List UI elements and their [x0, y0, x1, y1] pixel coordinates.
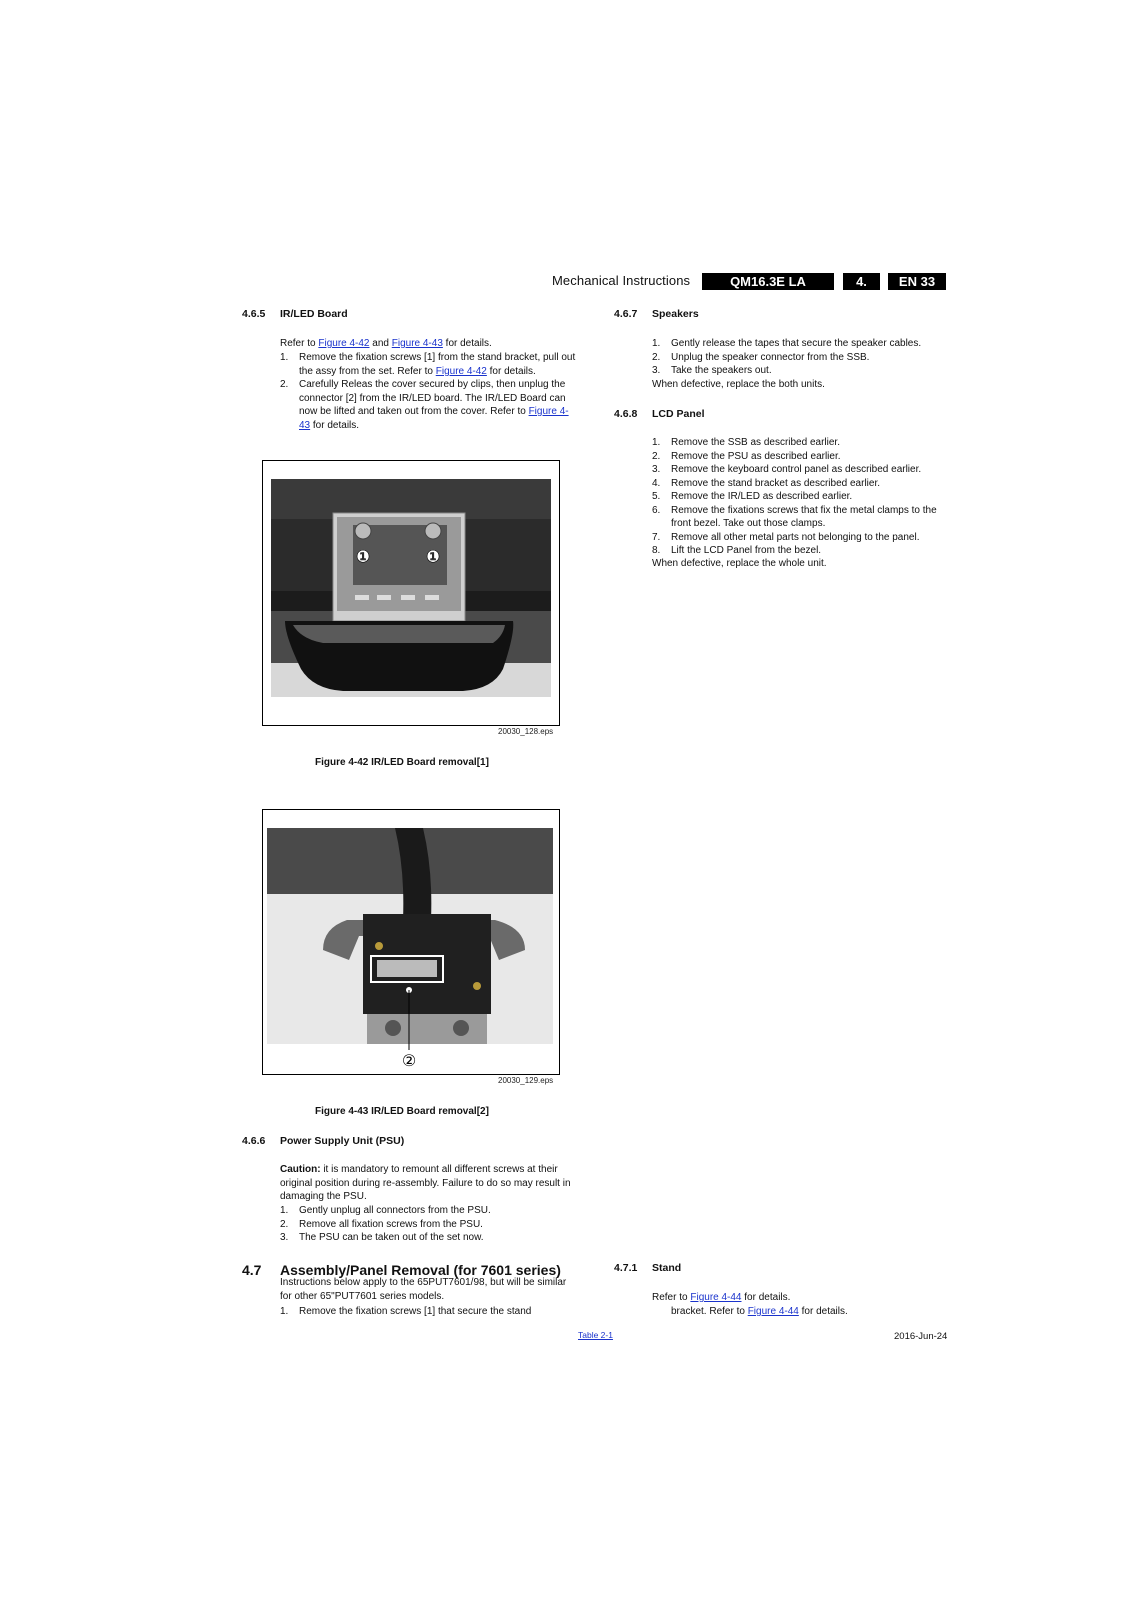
step-text: Remove the PSU as described earlier. [671, 450, 841, 462]
step-text: Remove all other metal parts not belonging to the panel. [671, 531, 920, 543]
footer-date: 2016-Jun-24 [894, 1331, 948, 1342]
stand-intro [652, 1291, 790, 1305]
figure-4-43-frame [262, 809, 560, 1075]
step-number: 7. [652, 531, 661, 543]
figure-4-44-link[interactable]: Figure 4-44 [690, 1292, 742, 1303]
step-text: Remove the SSB as described earlier. [671, 437, 840, 448]
list-item [652, 531, 952, 545]
speakers-note: When defective, replace the both units. [652, 379, 825, 390]
ir-led-steps [280, 351, 578, 432]
caution-label: Caution: [280, 1164, 321, 1175]
step-number: 5. [652, 491, 661, 502]
section-number-4-7-1: 4.7.1 [614, 1262, 638, 1274]
step-number: 2. [280, 379, 289, 390]
continuation-text: for details. [798, 1306, 848, 1317]
figure-4-43-caption: Figure 4-43 IR/LED Board removal[2] [315, 1106, 489, 1117]
list-item [280, 1305, 578, 1319]
step-text: Take the speakers out. [671, 365, 772, 376]
list-item [652, 364, 952, 378]
step-number: 2. [280, 1218, 289, 1230]
step-text: for details. [310, 419, 360, 431]
step-number: 1. [652, 338, 661, 349]
step-text: for details. [486, 365, 536, 377]
continuation-text: bracket. Refer to [671, 1306, 748, 1317]
figure-4-42-link[interactable]: Figure 4-42 [318, 338, 370, 349]
figure-4-44-link[interactable]: Figure 4-44 [747, 1306, 799, 1317]
figure-4-43-eps-label: 20030_129.eps [498, 1076, 554, 1085]
step-text: Remove the fixation screws [1] from the stand bracket, pull out the assy from the set. Refer to [299, 352, 576, 377]
step-number: 6. [652, 504, 661, 516]
list-item [280, 351, 578, 378]
list-item [652, 504, 952, 531]
section-title-stand: Stand [652, 1262, 682, 1274]
callout-2: ② [401, 1051, 417, 1070]
list-item [652, 351, 952, 365]
section-title-assembly-panel-removal: Assembly/Panel Removal (for 7601 series) [280, 1262, 561, 1278]
psu-caution [280, 1163, 580, 1204]
step-number: 2. [652, 450, 661, 462]
ir-led-board-photo-1 [263, 461, 559, 725]
step-text: Remove the fixation screws [1] that secure the stand [299, 1306, 532, 1317]
assembly-intro: Instructions below apply to the 65PUT7601/98, but will be similar for other 65"PUT7601 series models. [280, 1277, 567, 1302]
step-number: 2. [652, 351, 661, 363]
stand-continuation [671, 1305, 848, 1319]
list-item [652, 477, 952, 491]
step-text: Remove the keyboard control panel as described earlier. [671, 464, 922, 475]
list-item [652, 490, 952, 504]
section-number-4-6-5: 4.6.5 [242, 308, 266, 320]
step-number: 1. [280, 352, 289, 363]
step-text: The PSU can be taken out of the set now. [299, 1232, 484, 1243]
figure-4-43-link[interactable]: Figure 4-43 [391, 338, 443, 349]
list-item [652, 544, 952, 558]
callout-1-left: ❶ [355, 547, 371, 566]
ir-led-board-photo-2 [263, 810, 559, 1074]
step-text: Gently release the tapes that secure the speaker cables. [671, 338, 922, 349]
section-number-4-6-6: 4.6.6 [242, 1135, 266, 1147]
ir-led-intro [280, 337, 580, 351]
header-page-badge: EN 33 [888, 273, 946, 290]
list-item [652, 337, 952, 351]
list-item [280, 1231, 578, 1245]
lcd-panel-note: When defective, replace the whole unit. [652, 558, 827, 569]
figure-4-42-caption: Figure 4-42 IR/LED Board removal[1] [315, 757, 489, 768]
section-number-4-6-8: 4.6.8 [614, 408, 638, 420]
intro-text: for details. [442, 338, 492, 349]
list-item [652, 436, 952, 450]
step-text: Gently unplug all connectors from the PSU. [299, 1205, 491, 1216]
intro-text: and [369, 338, 392, 349]
step-number: 3. [652, 365, 661, 376]
figure-4-43-link[interactable]: Figure 4-43 [299, 406, 569, 431]
list-item [280, 378, 578, 432]
table-2-1-link[interactable]: Table 2-1 [578, 1330, 613, 1340]
callout-1-right: ❶ [425, 547, 441, 566]
section-number-4-7: 4.7 [242, 1262, 262, 1278]
intro-text: Refer to [280, 338, 319, 349]
section-title-lcd-panel: LCD Panel [652, 408, 705, 420]
step-number: 1. [652, 437, 661, 448]
step-text: Remove all fixation screws from the PSU. [299, 1218, 483, 1230]
caution-text: it is mandatory to remount all different screws at their original position during re-assembly. Failure to do so may result in damaging the PSU. [280, 1164, 571, 1202]
section-title-ir-led: IR/LED Board [280, 308, 348, 320]
figure-4-42-link[interactable]: Figure 4-42 [435, 365, 487, 377]
speakers-steps [652, 337, 952, 378]
step-text: Lift the LCD Panel from the bezel. [671, 545, 822, 556]
section-title-psu: Power Supply Unit (PSU) [280, 1135, 405, 1147]
intro-text: Refer to [652, 1292, 691, 1303]
header-chapter-badge: 4. [843, 273, 880, 290]
step-number: 1. [280, 1205, 289, 1216]
section-number-4-6-7: 4.6.7 [614, 308, 638, 320]
list-item [652, 463, 952, 477]
step-text: Remove the IR/LED as described earlier. [671, 491, 853, 502]
step-text: Remove the fixations screws that fix the metal clamps to the front bezel. Take out those clamps. [671, 504, 937, 529]
step-number: 3. [652, 464, 661, 475]
section-title-speakers: Speakers [652, 308, 699, 320]
step-text: Carefully Releas the cover secured by clips, then unplug the connector [2] from the IR/LED board. The IR/LED Board can now be lifted and taken out from the cover. Refer to [299, 379, 566, 417]
step-number: 8. [652, 545, 661, 556]
list-item [280, 1204, 578, 1218]
step-number: 3. [280, 1232, 289, 1243]
step-number: 4. [652, 477, 661, 489]
assembly-steps [280, 1305, 578, 1319]
lcd-panel-steps [652, 436, 952, 558]
list-item [652, 450, 952, 464]
header-model-badge: QM16.3E LA [702, 273, 834, 290]
figure-4-42-frame [262, 460, 560, 726]
header-title: Mechanical Instructions [552, 273, 691, 288]
step-text: Remove the stand bracket as described earlier. [671, 477, 880, 489]
list-item [280, 1218, 578, 1232]
figure-4-42-eps-label: 20030_128.eps [498, 727, 554, 736]
step-number: 1. [280, 1306, 289, 1317]
step-text: Unplug the speaker connector from the SSB. [671, 351, 870, 363]
psu-steps [280, 1204, 578, 1245]
intro-text: for details. [741, 1292, 791, 1303]
